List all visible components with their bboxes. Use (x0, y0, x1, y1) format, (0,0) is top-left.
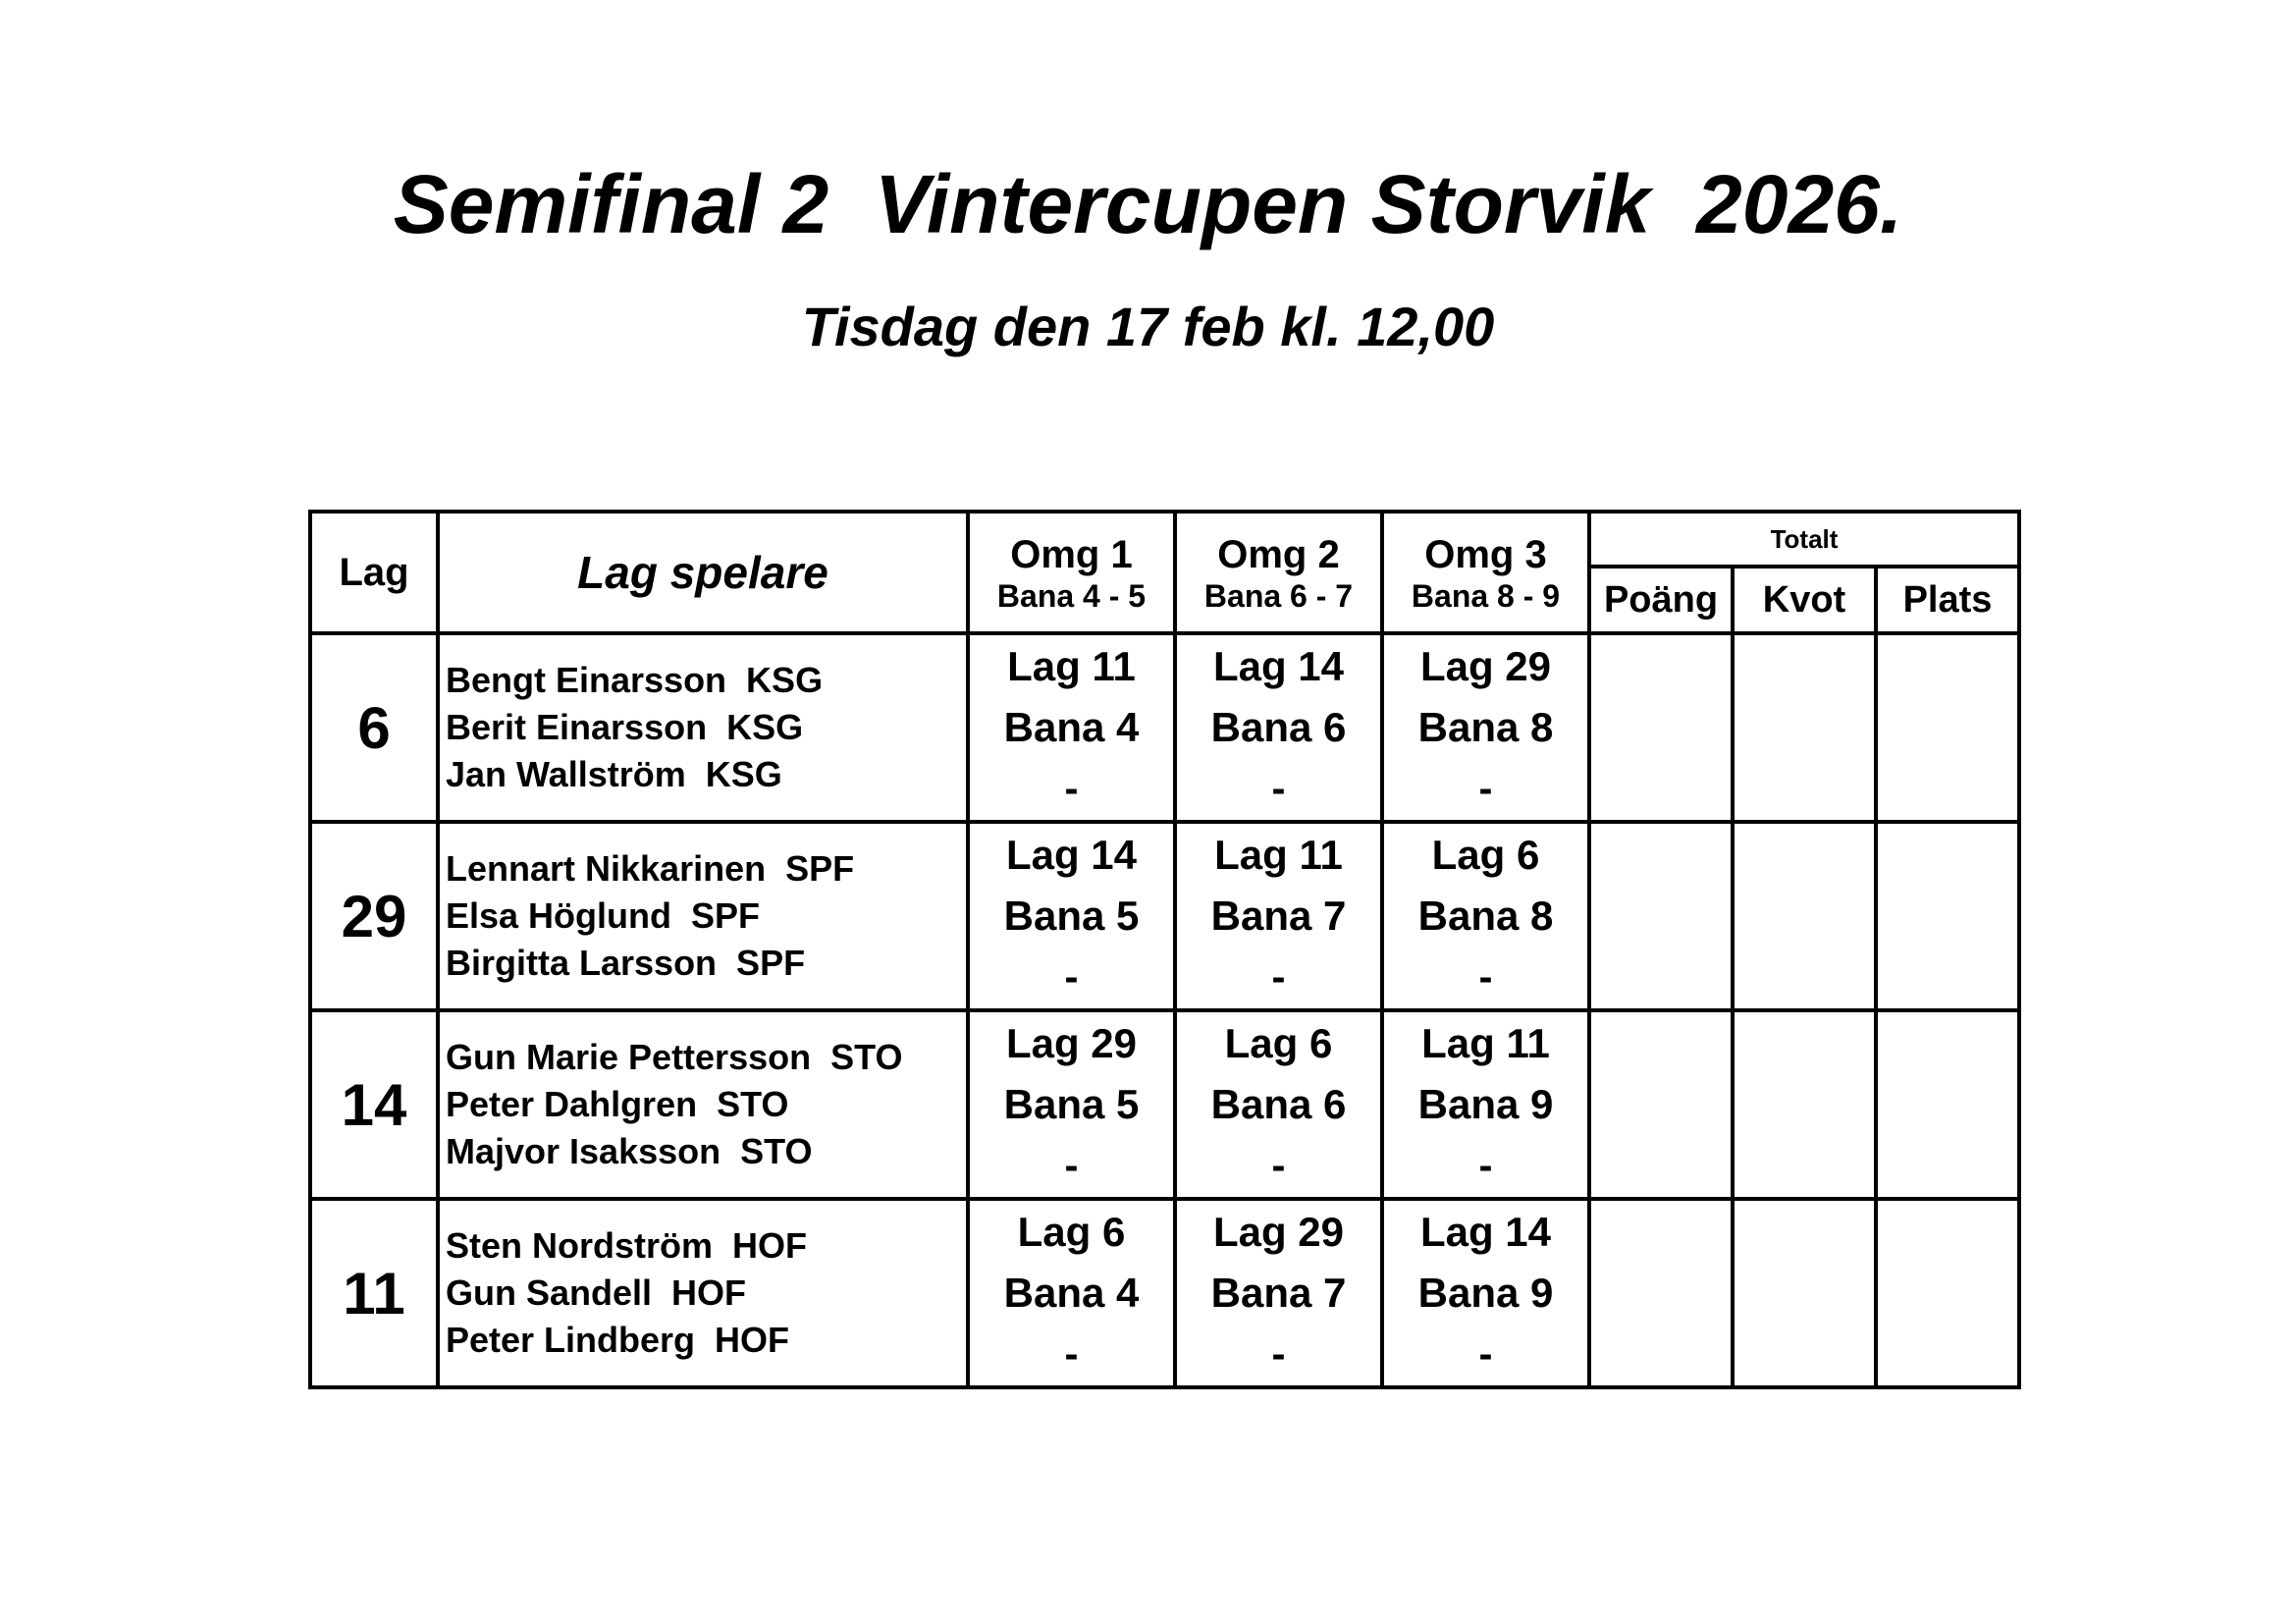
round-bana: Bana 5 (1003, 1081, 1140, 1127)
round-cell (1175, 1199, 1382, 1387)
poang-cell (1589, 1010, 1733, 1199)
player-name: Lennart Nikkarinen SPF (446, 848, 855, 889)
round-opponent: Lag 6 (1431, 832, 1540, 878)
round-result: - (1064, 1330, 1079, 1377)
player-name: Gun Sandell HOF (446, 1272, 747, 1313)
round-opponent: Lag 29 (1212, 1209, 1345, 1255)
player-name: Elsa Höglund SPF (446, 895, 761, 936)
round-cell (1175, 1010, 1382, 1199)
header-omg-1-bana: Bana 4 - 5 (996, 578, 1147, 614)
round-cell (968, 1199, 1175, 1387)
header-omg-3 (1382, 512, 1589, 633)
round-cell (1382, 1010, 1589, 1199)
round-cell (968, 633, 1175, 822)
plats-cell (1876, 822, 2019, 1010)
player-name: Birgitta Larsson SPF (446, 943, 806, 983)
schedule-table (308, 510, 2021, 1389)
round-result: - (1478, 953, 1493, 1000)
player-name: Jan Wallström KSG (446, 754, 782, 794)
header-omg-3-bana: Bana 8 - 9 (1411, 578, 1561, 614)
team-players (438, 1010, 968, 1199)
table-row (310, 822, 2019, 1010)
round-result: - (1271, 953, 1286, 1000)
round-bana: Bana 7 (1210, 893, 1347, 939)
page-title: Semifinal 2 Vintercupen Storvik 2026. (393, 158, 1903, 250)
round-bana: Bana 6 (1210, 704, 1347, 750)
round-result: - (1271, 765, 1286, 811)
team-number: 11 (310, 1199, 438, 1387)
round-bana: Bana 6 (1210, 1081, 1347, 1127)
header-omg-2 (1175, 512, 1382, 633)
header-lag-spelare: Lag spelare (438, 512, 968, 633)
header-omg-2-label: Omg 2 (1217, 533, 1340, 576)
table-row (310, 1199, 2019, 1387)
round-opponent: Lag 11 (1007, 643, 1136, 689)
round-result: - (1478, 765, 1493, 811)
table-row (310, 1010, 2019, 1199)
round-bana: Bana 4 (1003, 704, 1140, 750)
round-result: - (1271, 1330, 1286, 1377)
round-cell (1175, 633, 1382, 822)
round-bana: Bana 9 (1417, 1081, 1554, 1127)
header-omg-2-bana: Bana 6 - 7 (1203, 578, 1354, 614)
player-name: Peter Lindberg HOF (446, 1320, 790, 1360)
team-players (438, 822, 968, 1010)
header-omg-1-label: Omg 1 (1010, 533, 1133, 576)
poang-cell (1589, 1199, 1733, 1387)
round-cell (968, 822, 1175, 1010)
plats-cell (1876, 633, 2019, 822)
player-name: Bengt Einarsson KSG (446, 660, 824, 700)
header-poang: Poäng (1589, 567, 1733, 633)
round-opponent: Lag 29 (1419, 643, 1552, 689)
round-result: - (1478, 1330, 1493, 1377)
round-bana: Bana 8 (1417, 893, 1554, 939)
kvot-cell (1733, 1010, 1876, 1199)
round-bana: Bana 4 (1003, 1270, 1140, 1316)
round-result: - (1271, 1142, 1286, 1188)
kvot-cell (1733, 633, 1876, 822)
player-name: Majvor Isaksson STO (446, 1131, 813, 1171)
round-opponent: Lag 29 (1005, 1020, 1138, 1066)
table-row (310, 633, 2019, 822)
round-cell (1175, 822, 1382, 1010)
team-number: 6 (310, 633, 438, 822)
round-result: - (1064, 1142, 1079, 1188)
header-omg-3-label: Omg 3 (1424, 533, 1547, 576)
team-players (438, 633, 968, 822)
round-result: - (1064, 953, 1079, 1000)
round-opponent: Lag 11 (1421, 1020, 1550, 1066)
round-cell (1382, 822, 1589, 1010)
plats-cell (1876, 1010, 2019, 1199)
team-number: 29 (310, 822, 438, 1010)
round-cell (1382, 633, 1589, 822)
header-omg-1 (968, 512, 1175, 633)
plats-cell (1876, 1199, 2019, 1387)
header-plats: Plats (1876, 567, 2019, 633)
page-subtitle: Tisdag den 17 feb kl. 12,00 (801, 296, 1495, 357)
team-players (438, 1199, 968, 1387)
round-cell (968, 1010, 1175, 1199)
header-kvot: Kvot (1733, 567, 1876, 633)
player-name: Gun Marie Pettersson STO (446, 1037, 903, 1077)
round-opponent: Lag 14 (1212, 643, 1345, 689)
header-totalt: Totalt (1589, 512, 2019, 567)
round-bana: Bana 8 (1417, 704, 1554, 750)
round-opponent: Lag 6 (1017, 1209, 1126, 1255)
player-name: Berit Einarsson KSG (446, 707, 804, 747)
round-opponent: Lag 14 (1419, 1209, 1552, 1255)
player-name: Sten Nordström HOF (446, 1225, 808, 1266)
kvot-cell (1733, 822, 1876, 1010)
round-result: - (1478, 1142, 1493, 1188)
header-lag: Lag (310, 512, 438, 633)
poang-cell (1589, 633, 1733, 822)
round-bana: Bana 9 (1417, 1270, 1554, 1316)
poang-cell (1589, 822, 1733, 1010)
round-cell (1382, 1199, 1589, 1387)
kvot-cell (1733, 1199, 1876, 1387)
round-opponent: Lag 14 (1005, 832, 1138, 878)
round-result: - (1064, 765, 1079, 811)
round-opponent: Lag 11 (1214, 832, 1343, 878)
player-name: Peter Dahlgren STO (446, 1084, 789, 1124)
round-opponent: Lag 6 (1224, 1020, 1333, 1066)
round-bana: Bana 5 (1003, 893, 1140, 939)
team-number: 14 (310, 1010, 438, 1199)
round-bana: Bana 7 (1210, 1270, 1347, 1316)
